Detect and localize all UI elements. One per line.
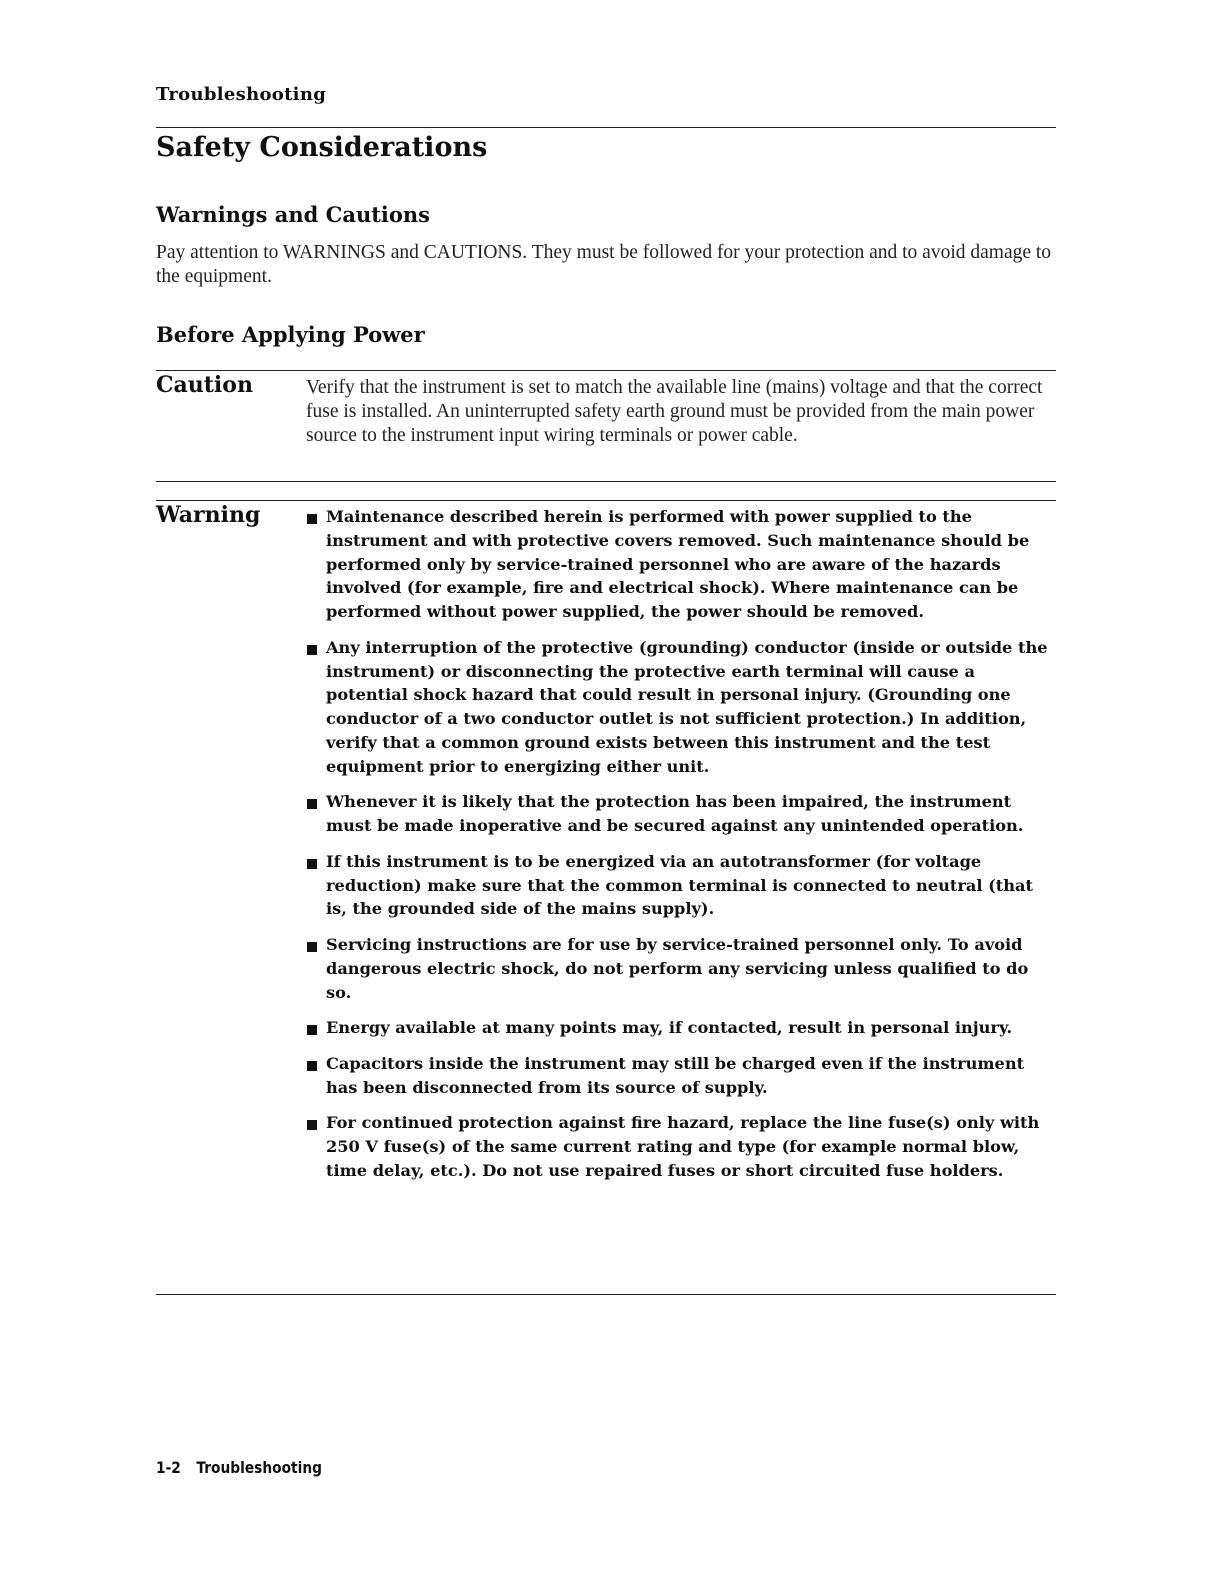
title-rule [156, 127, 1056, 128]
warning-item-text: Maintenance described herein is performed with power supplied to the instrument and with protective covers removed. Such maintenance should be performed only by service-trained personnel who are aware of the hazards involved (for example, fire and electrical shock). Where maintenance can be performed without power supplied, the power should be removed. [326, 507, 1030, 622]
running-header: Troubleshooting [156, 84, 327, 105]
square-bullet-icon [307, 514, 317, 524]
warnings-cautions-text: Pay attention to WARNINGS and CAUTIONS. They must be followed for your protection and to avoid damage to the equipment. [156, 242, 1052, 287]
square-bullet-icon [307, 942, 317, 952]
warning-item [306, 1111, 1058, 1182]
warning-item-text: For continued protection against fire hazard, replace the line fuse(s) only with 250 V fuse(s) of the same current rating and type (for example normal blow, time delay, etc.). Do not use repaired fuses or short circuited fuse holders. [326, 1113, 1040, 1180]
square-bullet-icon [307, 1025, 317, 1035]
warning-item-text: If this instrument is to be energized via an autotransformer (for voltage reduction) make sure that the common terminal is connected to neutral (that is, the grounded side of the mains supply). [326, 851, 1034, 919]
square-bullet-icon [307, 799, 317, 809]
warning-item [306, 790, 1058, 838]
warning-item-text: Capacitors inside the instrument may still be charged even if the instrument has been disconnected from its source of supply. [326, 1053, 1025, 1097]
warning-top-rule [156, 500, 1056, 501]
caution-top-rule [156, 370, 1056, 371]
page-footer [156, 1458, 322, 1477]
warnings-cautions-heading: Warnings and Cautions [156, 202, 430, 227]
caution-bottom-rule [156, 481, 1056, 482]
caution-text: Verify that the instrument is set to match the available line (mains) voltage and that the correct fuse is installed. An uninterrupted safety earth ground must be provided from the main power source to the instrument input wiring terminals or power cable. [306, 377, 1043, 446]
warning-item [306, 505, 1058, 624]
square-bullet-icon [307, 859, 317, 869]
warning-item [306, 636, 1058, 779]
warning-item [306, 1016, 1058, 1040]
page-number: 1-2 [156, 1458, 181, 1477]
square-bullet-icon [307, 1061, 317, 1071]
warning-item-text: Any interruption of the protective (grounding) conductor (inside or outside the instrument) or disconnecting the protective earth terminal will cause a potential shock hazard that could result in personal injury. (Grounding one conductor of a two conductor outlet is not sufficient protection.) In addition, verify that a common ground exists between this instrument and the test equipment prior to energizing either unit. [326, 637, 1048, 776]
warning-item [306, 933, 1058, 1004]
square-bullet-icon [307, 1120, 317, 1130]
warning-item-text: Energy available at many points may, if contacted, result in personal injury. [326, 1018, 1013, 1038]
before-power-heading: Before Applying Power [156, 322, 425, 347]
caution-label: Caution [156, 372, 253, 398]
warning-item [306, 850, 1058, 921]
warning-list [306, 505, 1058, 1194]
footer-section: Troubleshooting [196, 1458, 322, 1477]
page-title: Safety Considerations [156, 132, 488, 163]
warning-label: Warning [156, 502, 261, 528]
square-bullet-icon [307, 645, 317, 655]
warning-bottom-rule [156, 1294, 1056, 1295]
warning-item-text: Servicing instructions are for use by service-trained personnel only. To avoid dangerous electric shock, do not perform any servicing unless qualified to do so. [326, 934, 1029, 1002]
warning-item-text: Whenever it is likely that the protection has been impaired, the instrument must be made inoperative and be secured against any unintended operation. [326, 792, 1024, 836]
warning-item [306, 1052, 1058, 1100]
